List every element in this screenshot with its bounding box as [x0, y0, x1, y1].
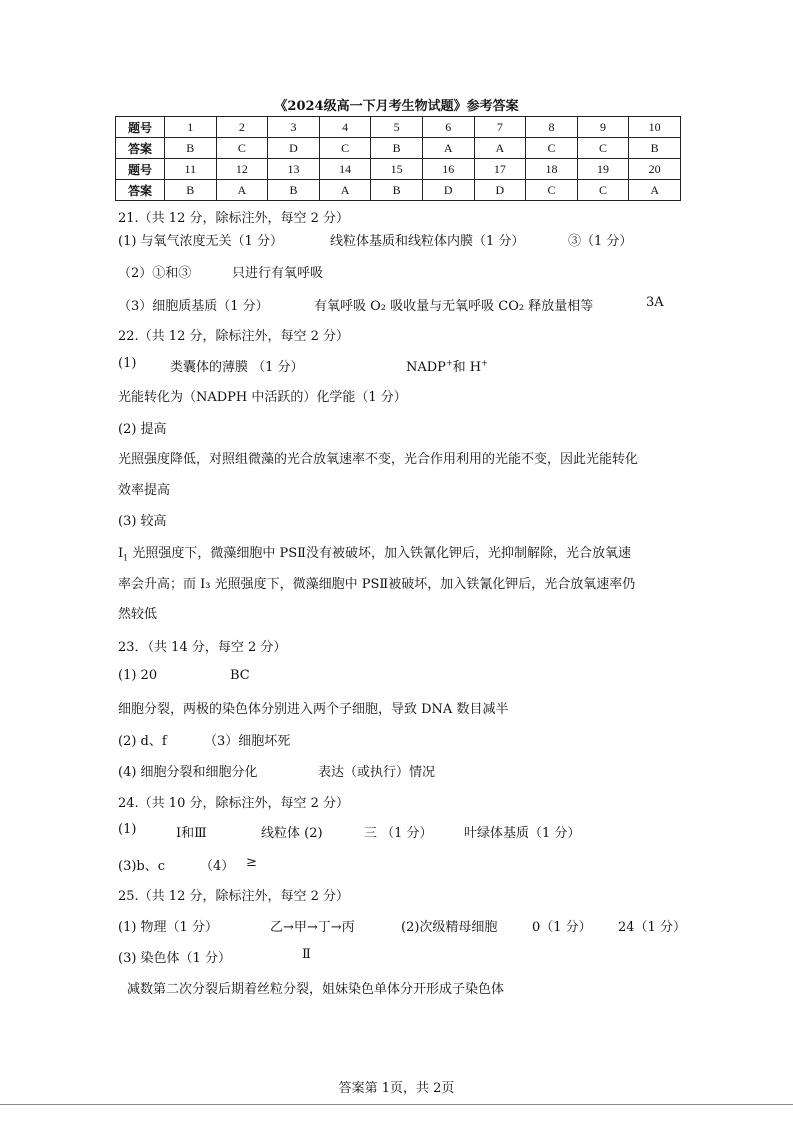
formula-text: NADP: [406, 360, 446, 375]
answer-text: 0（1 分）: [532, 920, 592, 935]
answer-text: (1) 20: [118, 668, 158, 683]
q22-line2: 光能转化为（NADPH 中活跃的）化学能（1 分）: [118, 390, 407, 405]
answer-text: (1) 物理（1 分）: [118, 920, 218, 935]
table-cell: 5: [371, 117, 423, 138]
q23-line2: 细胞分裂，两极的染色体分别进入两个子细胞，导致 DNA 数目减半: [118, 702, 509, 717]
table-cell: 3: [268, 117, 320, 138]
table-cell: 13: [268, 159, 320, 180]
table-cell: 7: [474, 117, 526, 138]
table-cell: 11: [165, 159, 217, 180]
table-cell: C: [577, 180, 629, 201]
row-label: 答案: [116, 180, 165, 201]
answer-text: Ⅰ: [118, 546, 124, 561]
table-cell: C: [526, 138, 578, 159]
answer-text: 三 （1 分）: [364, 826, 433, 841]
table-cell: 17: [474, 159, 526, 180]
answer-text: （3）细胞质基质（1 分）: [118, 299, 269, 314]
superscript: +: [481, 358, 488, 368]
page-divider: [0, 1104, 793, 1105]
answer-text: 光照强度下，微藻细胞中 PSⅡ没有被破坏，加入铁氰化钾后，光抑制解除，光合放氧速: [128, 546, 631, 561]
table-cell: 1: [165, 117, 217, 138]
answer-text: ≥: [246, 855, 257, 870]
table-cell: 15: [371, 159, 423, 180]
q25-heading: 25.（共 12 分，除标注外，每空 2 分）: [118, 889, 350, 904]
answer-text: (2) d、f: [118, 734, 167, 749]
row-label: 题号: [116, 117, 165, 138]
table-cell: 4: [319, 117, 371, 138]
table-cell: 10: [629, 117, 681, 138]
q25-line3: 减数第二次分裂后期着丝粒分裂，姐妹染色单体分开形成子染色体: [127, 982, 505, 997]
table-row: [116, 138, 681, 159]
answer-text: 只进行有氧呼吸: [232, 266, 324, 281]
answer-text: Ⅰ和Ⅲ: [176, 826, 207, 841]
q24-heading: 24.（共 10 分，除标注外，每空 2 分）: [118, 796, 350, 811]
table-cell: 8: [526, 117, 578, 138]
answer-text: （3）细胞坏死: [204, 734, 291, 749]
q22-line3: (2) 提高: [118, 422, 167, 437]
table-cell: D: [422, 180, 474, 201]
q21-heading: 21.（共 12 分，除标注外，每空 2 分）: [118, 211, 350, 226]
answer-text: （2）①和③: [118, 266, 192, 281]
table-cell: A: [629, 180, 681, 201]
answer-text: 叶绿体基质（1 分）: [464, 826, 581, 841]
answer-text: (3)b、c: [118, 859, 166, 874]
formula-text: 和 H: [452, 360, 482, 375]
q22-line8: 率会升高；而 I₃ 光照强度下，微藻细胞中 PSⅡ被破坏，加入铁氰化钾后，光合放氧速率仍: [118, 577, 636, 592]
q22-line5: 效率提高: [118, 483, 171, 498]
q22-line9: 然较低: [118, 607, 158, 622]
row-label: 答案: [116, 138, 165, 159]
table-cell: 19: [577, 159, 629, 180]
answer-text: 3A: [646, 295, 664, 310]
table-cell: B: [371, 180, 423, 201]
answer-text: BC: [230, 668, 250, 683]
table-row: [116, 180, 681, 201]
answer-table: [115, 116, 681, 201]
table-row: [116, 159, 681, 180]
table-cell: 14: [319, 159, 371, 180]
answer-text: (1): [118, 356, 137, 371]
q22-line7: [118, 542, 631, 563]
superscript: +: [445, 358, 453, 368]
table-cell: 2: [216, 117, 268, 138]
table-cell: A: [216, 180, 268, 201]
answer-text: 类囊体的薄膜 （1 分）: [170, 360, 304, 375]
q22-line6: (3) 较高: [118, 514, 167, 529]
table-cell: C: [526, 180, 578, 201]
table-cell: B: [268, 180, 320, 201]
q22-line4: 光照强度降低，对照组微藻的光合放氧速率不变，光合作用利用的光能不变，因此光能转化: [118, 452, 639, 467]
table-cell: 9: [577, 117, 629, 138]
table-cell: 20: [629, 159, 681, 180]
table-cell: 12: [216, 159, 268, 180]
answer-text: (1) 与氧气浓度无关（1 分）: [118, 234, 283, 249]
answer-text: ③（1 分）: [568, 234, 633, 249]
subscript: 1: [123, 553, 129, 563]
table-cell: 6: [422, 117, 474, 138]
table-cell: B: [371, 138, 423, 159]
table-cell: B: [165, 138, 217, 159]
answer-text: Ⅱ: [302, 947, 311, 962]
answer-text: 乙→甲→丁→丙: [270, 920, 355, 935]
answer-text: (3) 染色体（1 分）: [118, 951, 231, 966]
page-title: 《2024级高一下月考生物试题》参考答案: [274, 99, 519, 114]
answer-text: （4）: [200, 859, 235, 874]
table-cell: B: [165, 180, 217, 201]
answer-text: 线粒体 (2): [261, 826, 323, 841]
page-footer: 答案第 1页，共 2页: [338, 1081, 455, 1096]
table-cell: 18: [526, 159, 578, 180]
answer-text: 线粒体基质和线粒体内膜（1 分）: [330, 234, 525, 249]
q22-heading: 22.（共 12 分，除标注外，每空 2 分）: [118, 329, 350, 344]
table-cell: C: [319, 138, 371, 159]
table-cell: B: [629, 138, 681, 159]
table-cell: C: [216, 138, 268, 159]
answer-text: 表达（或执行）情况: [318, 765, 436, 780]
table-cell: A: [319, 180, 371, 201]
table-row: [116, 117, 681, 138]
answer-text: (4) 细胞分裂和细胞分化: [118, 765, 258, 780]
row-label: 题号: [116, 159, 165, 180]
table-cell: D: [268, 138, 320, 159]
answer-text: [406, 356, 488, 375]
q23-heading: 23．（共 14 分，每空 2 分）: [118, 640, 287, 655]
answer-text: 有氧呼吸 O₂ 吸收量与无氧呼吸 CO₂ 释放量相等: [314, 299, 594, 314]
table-cell: C: [577, 138, 629, 159]
answer-text: (1): [118, 822, 137, 837]
table-cell: A: [422, 138, 474, 159]
answer-text: (2)次级精母细胞: [401, 920, 498, 935]
answer-text: 24（1 分）: [618, 920, 686, 935]
table-cell: 16: [422, 159, 474, 180]
table-cell: A: [474, 138, 526, 159]
table-cell: D: [474, 180, 526, 201]
